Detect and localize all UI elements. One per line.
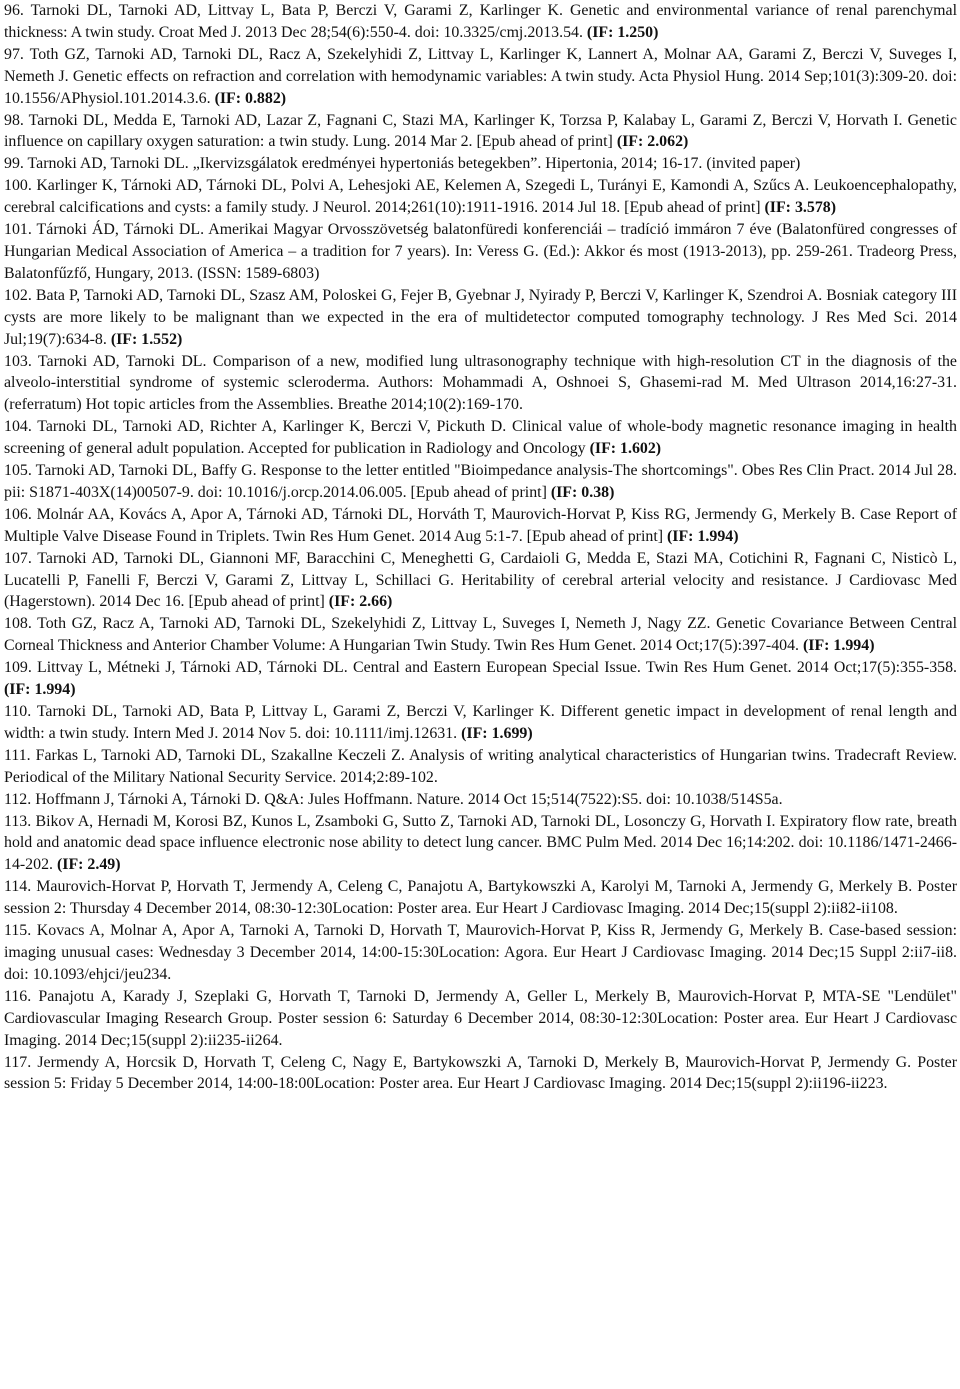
publication-entry [4, 920, 957, 986]
impact-factor: (IF: 1.994) [663, 527, 739, 545]
impact-factor: (IF: 1.552) [106, 330, 183, 348]
publication-entry [4, 285, 957, 351]
entry-text: 109. Littvay L, Métneki J, Tárnoki AD, Tárnoki DL. Central and Eastern European Special Issue. Twin Res Hum Genet. 2014 Oct;17(5):355-358. [4, 659, 957, 677]
entry-text: 104. Tarnoki DL, Tarnoki AD, Richter A, Karlinger K, Berczi V, Pickuth D. Clinical value of whole-body magnetic resonance imaging in health screening of general adult population. Accepted for publication in Radiology and Oncology [4, 418, 957, 458]
impact-factor: (IF: 1.602) [585, 440, 662, 458]
impact-factor: (IF: 0.38) [546, 483, 615, 501]
impact-factor: (IF: 0.882) [210, 89, 287, 107]
publication-entry [4, 416, 957, 460]
entry-text: 108. Toth GZ, Racz A, Tarnoki AD, Tarnoki DL, Szekelyhidi Z, Littvay L, Suveges I, Nemeth J, Nagy ZZ. Genetic Covariance Between Central Corneal Thickness and Anterior Chamber Volume: A Hungarian Twin Study. Twin Res Hum Genet. 2014 Oct;17(5):397-404. [4, 615, 957, 655]
entry-text: 113. Bikov A, Hernadi M, Korosi BZ, Kunos L, Zsamboki G, Sutto Z, Tarnoki AD, Tarnoki DL, Losonczy G, Horvath I. Expiratory flow rate, breath hold and anatomic dead space influence electronic nose ability to detect lung cancer. BMC Pulm Med. 2014 Dec 16;14:202. doi: 10.1186/1471-2466-14-202. [4, 812, 957, 874]
publication-entry [4, 153, 957, 175]
entry-text: 103. Tarnoki AD, Tarnoki DL. Comparison of a new, modified lung ultrasonography technique with high-resolution CT in the diagnosis of the alveolo-interstitial syndrome of systemic scleroderma. Authors: Mohammadi A, Oshnoei S, Ghasemi-rad M. Med Ultrason 2014,16:27-31. (referratum) Hot topic articles from the Assemblies. Breathe 2014;10(2):169-170. [4, 352, 957, 414]
entry-text: 105. Tarnoki AD, Tarnoki DL, Baffy G. Response to the letter entitled "Bioimpedance analysis-The shortcomings". Obes Res Clin Pract. 2014 Jul 28. pii: S1871-403X(14)00507-9. doi: 10.1016/j.orcp.2014.06.005. [Epub ahead of print] [4, 462, 957, 501]
entry-text: 101. Tárnoki ÁD, Tárnoki DL. Amerikai Magyar Orvosszövetség balatonfüredi konferenciái – tradíció immáron 7 éve (Balatonfüred congresses of Hungarian Medical Association of America – a tradition for 7 years). In: Veress G. (Ed.): Akkor és most (1913-2013), pp. 259-261. Tradeorg Press, Balatonfűzfő, Hungary, 2013. (ISSN: 1589-6803) [4, 221, 957, 282]
publication-entry [4, 0, 957, 44]
publication-entry [4, 504, 957, 548]
impact-factor: (IF: 2.062) [612, 133, 689, 151]
entry-text: 96. Tarnoki DL, Tarnoki AD, Littvay L, Bata P, Berczi V, Garami Z, Karlinger K. Genetic and environmental variance of renal parenchymal thickness: A twin study. Croat Med J. 2013 Dec 28;54(6):550-4. doi: 10.3325/cmj.2013.54. [4, 2, 957, 41]
entry-text: 114. Maurovich-Horvat P, Horvath T, Jermendy A, Celeng C, Panajotu A, Bartykowszki A, Karolyi M, Tarnoki A, Jermendy G, Merkely B. Poster session 2: Thursday 4 December 2014, 08:30-12:30Location: Poster area. Eur Heart J Cardiovasc Imaging. 2014 Dec;15(suppl 2):ii82-ii108. [4, 878, 957, 918]
entry-text: 98. Tarnoki DL, Medda E, Tarnoki AD, Lazar Z, Fagnani C, Stazi MA, Karlinger K, Torzsa P, Kalabay L, Garami Z, Berczi V, Horvath I. Genetic influence on capillary oxygen saturation: a twin study. Lung. 2014 Mar 2. [Epub ahead of print] [4, 111, 957, 151]
entry-text: 110. Tarnoki DL, Tarnoki AD, Bata P, Littvay L, Garami Z, Berczi V, Karlinger K. Different genetic impact in development of renal length and width: a twin study. Intern Med J. 2014 Nov 5. doi: 10.1111/imj.12631. [4, 703, 957, 742]
publication-entry [4, 876, 957, 920]
entry-text: 100. Karlinger K, Tárnoki AD, Tárnoki DL, Polvi A, Lehesjoki AE, Kelemen A, Szegedi L, Turányi E, Kamondi A, Szűcs A. Leukoencephalopathy, cerebral calcifications and cysts: a family study. J Neurol. 2014;261(10):1911-1916. 2014 Jul 18. [Epub ahead of print] [4, 177, 957, 217]
publication-entry [4, 460, 957, 504]
impact-factor: (IF: 3.578) [760, 199, 836, 217]
publication-entry [4, 613, 957, 657]
entry-text: 99. Tarnoki AD, Tarnoki DL. „Ikervizsgálatok eredményei hypertoniás betegekben”. Hipertonia, 2014; 16-17. (invited paper) [4, 155, 801, 173]
entry-text: 117. Jermendy A, Horcsik D, Horvath T, Celeng C, Nagy E, Bartykowszki A, Tarnoki D, Merkely B, Maurovich-Horvat P, Jermendy G. Poster session 5: Friday 5 December 2014, 14:00-18:00Location: Poster area. Eur Heart J Cardiovasc Imaging. 2014 Dec;15(suppl 2):ii196-ii223. [4, 1053, 957, 1093]
publication-entry [4, 548, 957, 614]
entry-text: 102. Bata P, Tarnoki AD, Tarnoki DL, Szasz AM, Poloskei G, Fejer B, Gyebnar J, Nyirady P, Berczi V, Karlinger K, Szendroi A. Bosniak category III cysts are more likely to be malignant than we expected in the era of multidetector computed tomography technology. J Res Med Sci. 2014 Jul;19(7):634-8. [4, 286, 957, 348]
entry-text: 115. Kovacs A, Molnar A, Apor A, Tarnoki A, Tarnoki D, Horvath T, Maurovich-Horvat P, Kiss R, Jermendy G, Merkely B. Case-based session: imaging unusual cases: Wednesday 3 December 2014, 14:00-15:30Location: Agora. Eur Heart J Cardiovasc Imaging. 2014 Dec;15 Suppl 2:ii7-ii8. doi: 10.1093/ehjci/jeu234. [4, 922, 957, 983]
entry-text: 97. Toth GZ, Tarnoki AD, Tarnoki DL, Racz A, Szekelyhidi Z, Littvay L, Karlinger K, Lannert A, Molnar AA, Garami Z, Berczi V, Suveges I, Nemeth J. Genetic effects on refraction and correlation with hemodynamic variables: A twin study. Acta Physiol Hung. 2014 Sep;101(3):309-20. doi: 10.1556/APhysiol.101.2014.3.6. [4, 45, 957, 107]
publication-entry [4, 657, 957, 701]
publication-entry [4, 986, 957, 1052]
publication-entry [4, 1052, 957, 1096]
publication-entry [4, 110, 957, 154]
impact-factor: (IF: 1.994) [4, 681, 76, 699]
publication-entry [4, 811, 957, 877]
publication-entry [4, 219, 957, 285]
entry-text: 111. Farkas L, Tarnoki AD, Tarnoki DL, Szakallne Keczeli Z. Analysis of writing analytical characteristics of Hungarian twins. Tradecraft Review. Periodical of the Military National Security Service. 2014;2:89-102. [4, 746, 957, 786]
impact-factor: (IF: 2.66) [324, 593, 393, 611]
impact-factor: (IF: 1.994) [799, 637, 875, 655]
publication-entry [4, 745, 957, 789]
impact-factor: (IF: 1.250) [582, 23, 659, 41]
publication-entry [4, 44, 957, 110]
entry-text: 106. Molnár AA, Kovács A, Apor A, Tárnoki AD, Tárnoki DL, Horváth T, Maurovich-Horvat P, Kiss RG, Jermendy G, Merkely B. Case Report of Multiple Valve Disease Found in Triplets. Twin Res Hum Genet. 2014 Aug 5:1-7. [Epub ahead of print] [4, 505, 957, 545]
entry-text: 116. Panajotu A, Karady J, Szeplaki G, Horvath T, Tarnoki D, Jermendy A, Geller L, Merkely B, Maurovich-Horvat P, MTA-SE "Lendület" Cardiovascular Imaging Research Group. Poster session 6: Saturday 6 December 2014, 08:30-12:30Location: Poster area. Eur Heart J Cardiovasc Imaging. 2014 Dec;15(suppl 2):ii235-ii264. [4, 987, 957, 1049]
publication-entry [4, 175, 957, 219]
impact-factor: (IF: 1.699) [457, 724, 533, 742]
publication-entry [4, 789, 957, 811]
publication-entry [4, 701, 957, 745]
publication-entry [4, 351, 957, 417]
entry-text: 107. Tarnoki AD, Tarnoki DL, Giannoni MF, Baracchini C, Meneghetti G, Cardaioli G, Medda E, Stazi MA, Cotichini R, Fagnani C, Nisticò L, Lucatelli P, Fanelli F, Berczi V, Garami Z, Littvay L, Schillaci G. Heritability of cerebral arterial velocity and resistance. J Cardiovasc Med (Hagerstown). 2014 Dec 16. [Epub ahead of print] [4, 549, 957, 611]
impact-factor: (IF: 2.49) [53, 856, 121, 874]
entry-text: 112. Hoffmann J, Tárnoki A, Tárnoki D. Q&A: Jules Hoffmann. Nature. 2014 Oct 15;514(7522):S5. doi: 10.1038/514S5a. [4, 790, 783, 808]
